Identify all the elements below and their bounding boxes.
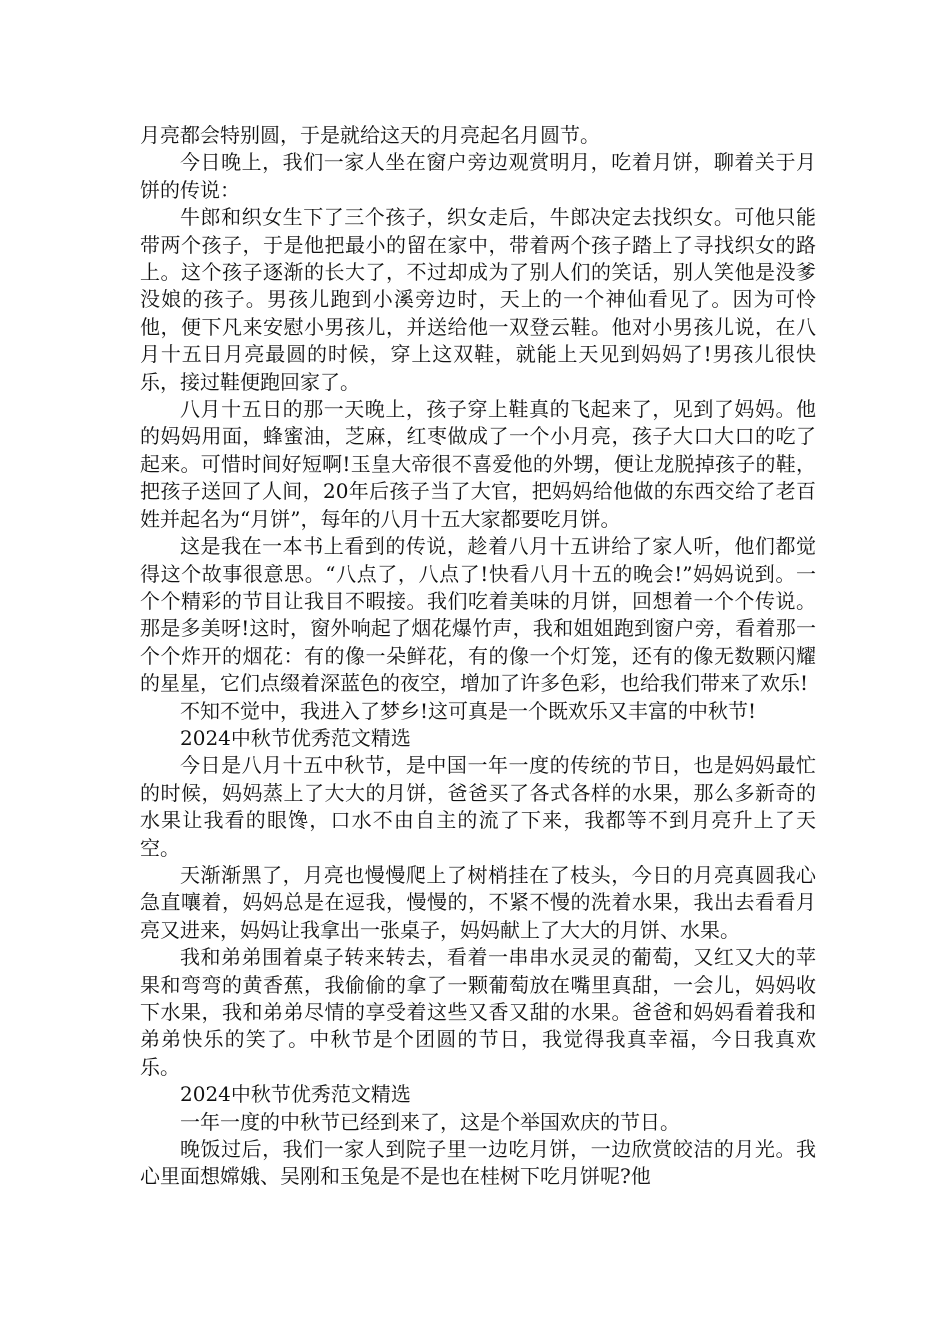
paragraph: 八月十五日的那一天晚上，孩子穿上鞋真的飞起来了，见到了妈妈。他的妈妈用面，蜂蜜油，芝麻，红枣做成了一个小月亮，孩子大口大口的吃了起来。可惜时间好短啊!玉皇大帝很不喜爱他的外甥，便让龙脱掉孩子的鞋，把孩子送回了人间，20年后孩子当了大官，把妈妈给他做的东西交给了老百姓并起名为“月饼”，每年的八月十五大家都要吃月饼。 [140,397,816,531]
paragraph: 这是我在一本书上看到的传说，趁着八月十五讲给了家人听，他们都觉得这个故事很意思。“八点了，八点了!快看八月十五的晚会!”妈妈说到。一个个精彩的节目让我目不暇接。我们吃着美味的月饼，回想着一个个传说。那是多美呀!这时，窗外响起了烟花爆竹声，我和姐姐跑到窗户旁，看着那一个个炸开的烟花：有的像一朵鲜花，有的像一个灯笼，还有的像无数颗闪耀的星星，它们点缀着深蓝色的夜空，增加了许多色彩，也给我们带来了欢乐! [140,534,816,696]
section-heading: 2024中秋节优秀范文精选 [180,1082,411,1107]
paragraph: 我和弟弟围着桌子转来转去，看着一串串水灵灵的葡萄，又红又大的苹果和弯弯的黄香蕉，我偷偷的拿了一颗葡萄放在嘴里真甜，一会儿，妈妈收下水果，我和弟弟尽情的享受着这些又香又甜的水果。爸爸和妈妈看着我和弟弟快乐的笑了。中秋节是个团圆的节日，我觉得我真幸福，今日我真欢乐。 [140,945,816,1079]
paragraph: 今日是八月十五中秋节，是中国一年一度的传统的节日，也是妈妈最忙的时候，妈妈蒸上了大大的月饼，爸爸买了各式各样的水果，那么多新奇的水果让我看的眼馋，口水不由自主的流了下来，我都等不到月亮升上了天空。 [140,753,816,860]
paragraph: 天渐渐黑了，月亮也慢慢爬上了树梢挂在了枝头，今日的月亮真圆我心急直嚷着，妈妈总是在逗我，慢慢的，不紧不慢的洗着水果，我出去看看月亮又进来，妈妈让我拿出一张桌子，妈妈献上了大大的月饼、水果。 [140,862,816,942]
paragraph: 晚饭过后，我们一家人到院子里一边吃月饼，一边欣赏皎洁的月光。我心里面想嫦娥、吴刚和玉兔是不是也在桂树下吃月饼呢?他 [140,1137,816,1189]
paragraph: 月亮都会特别圆，于是就给这天的月亮起名月圆节。 [140,123,600,147]
paragraph: 一年一度的中秋节已经到来了，这是个举国欢庆的节日。 [180,1109,680,1134]
paragraph: 今日晚上，我们一家人坐在窗户旁边观赏明月，吃着月饼，聊着关于月饼的传说： [140,150,816,202]
section-heading: 2024中秋节优秀范文精选 [180,725,411,750]
document-page [140,122,816,1191]
paragraph: 不知不觉中，我进入了梦乡!这可真是一个既欢乐又丰富的中秋节! [180,698,757,723]
paragraph: 牛郎和织女生下了三个孩子，织女走后，牛郎决定去找织女。可他只能带两个孩子，于是他把最小的留在家中，带着两个孩子踏上了寻找织女的路上。这个孩子逐渐的长大了，不过却成为了别人们的笑话，别人笑他是没爹没娘的孩子。男孩儿跑到小溪旁边时，天上的一个神仙看见了。因为可怜他，便下凡来安慰小男孩儿，并送给他一双登云鞋。他对小男孩儿说，在八月十五日月亮最圆的时候，穿上这双鞋，就能上天见到妈妈了!男孩儿很快乐，接过鞋便跑回家了。 [140,205,816,394]
